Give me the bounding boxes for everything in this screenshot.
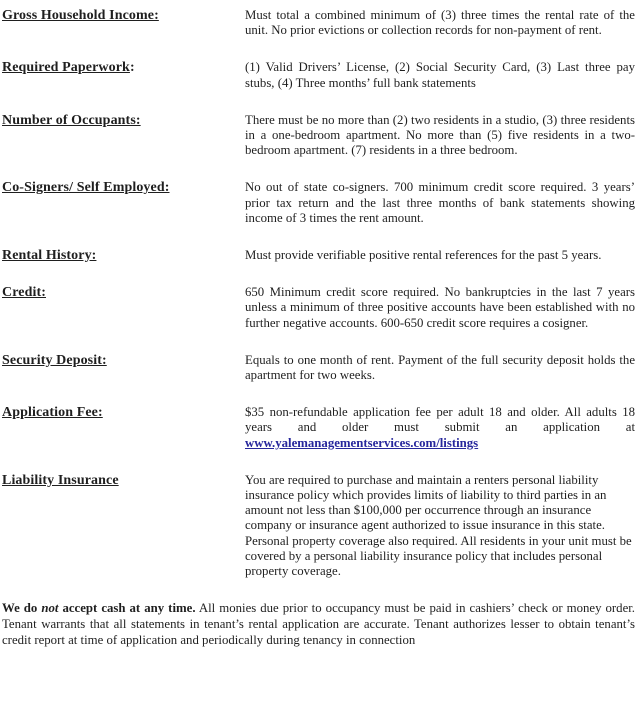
requirement-row-liability-insurance [2,473,635,579]
security-deposit-label: Security Deposit: [2,352,107,368]
requirement-row-co-signers [2,180,635,226]
rental-history-label: Rental History: [2,248,97,264]
requirement-row-number-of-occupants [2,113,635,159]
requirement-row-credit [2,285,635,331]
credit-text: 650 Minimum credit score required. No bankruptcies in the last 7 years unless a minimum of three positive accounts have been established with no further negative accounts. 600-650 credit score requires a cosigner. [245,285,635,330]
application-fee-text-body: $35 non-refundable application fee per adult 18 and older. All adults 18 years and older must submit an application at [245,405,635,435]
requirement-row-gross-household-income [2,8,635,38]
required-paperwork-text: (1) Valid Drivers’ License, (2) Social Security Card, (3) Last three pay stubs, (4) Three months’ full bank statements [245,60,635,90]
number-of-occupants-text: There must be no more than (2) two residents in a studio, (3) three residents in a one-bedroom apartment. No more than (5) five residents in a two-bedroom apartment. (7) residents in a three bedroom. [245,112,635,158]
listings-url-link[interactable]: www.yalemanagementservices.com/listings [245,435,479,450]
number-of-occupants-label: Number of Occupants: [2,112,141,128]
application-fee-text [245,405,635,451]
no-cash-bold-italic-word: not [41,601,59,616]
application-fee-label: Application Fee: [2,405,103,421]
requirement-row-rental-history [2,248,635,263]
rental-history-text: Must provide verifiable positive rental references for the past 5 years. [245,248,602,263]
credit-label: Credit: [2,285,46,301]
gross-household-income-text: Must total a combined minimum of (3) three times the rental rate of the unit. No prior evictions or collection records for non-payment of rent. [245,8,635,38]
no-cash-bold-intro: We do [2,601,42,616]
no-cash-notice [2,601,635,648]
security-deposit-text: Equals to one month of rent. Payment of the full security deposit holds the apartment for two weeks. [245,352,635,383]
liability-insurance-label: Liability Insurance [2,472,119,488]
co-signers-label: Co-Signers/ Self Employed: [2,180,170,196]
co-signers-text: No out of state co-signers. 700 minimum credit score required. 3 years’ prior tax return and the last three months of bank statements showing income of 3 times the rent amount. [245,180,635,225]
requirement-row-application-fee [2,405,635,451]
no-cash-bold-rest: accept cash at any time. [58,601,196,616]
required-paperwork-label: Required Paperwork: [2,60,135,76]
requirement-row-security-deposit [2,353,635,383]
liability-insurance-text: You are required to purchase and maintain a renters personal liability insurance policy which provides limits of liability to third parties in an amount not less than $100,000 per occurrence through an insurance company or insurance agent authorized to issue insurance in this state. Personal property coverage also required. All residents in your unit must be covered by a personal liability insurance policy that includes personal property coverage. [245,472,632,579]
requirement-row-required-paperwork [2,60,635,90]
gross-household-income-label: Gross Household Income: [2,8,159,23]
no-cash-body-text: All monies due prior to occupancy must be paid in cashiers’ check or money order. Tenant warrants that all statements in tenant’s rental application are accurate. Tenant authorizes lesser to obtain tenant’s credit report at time of application and periodically during tenancy in connection [2,601,636,647]
